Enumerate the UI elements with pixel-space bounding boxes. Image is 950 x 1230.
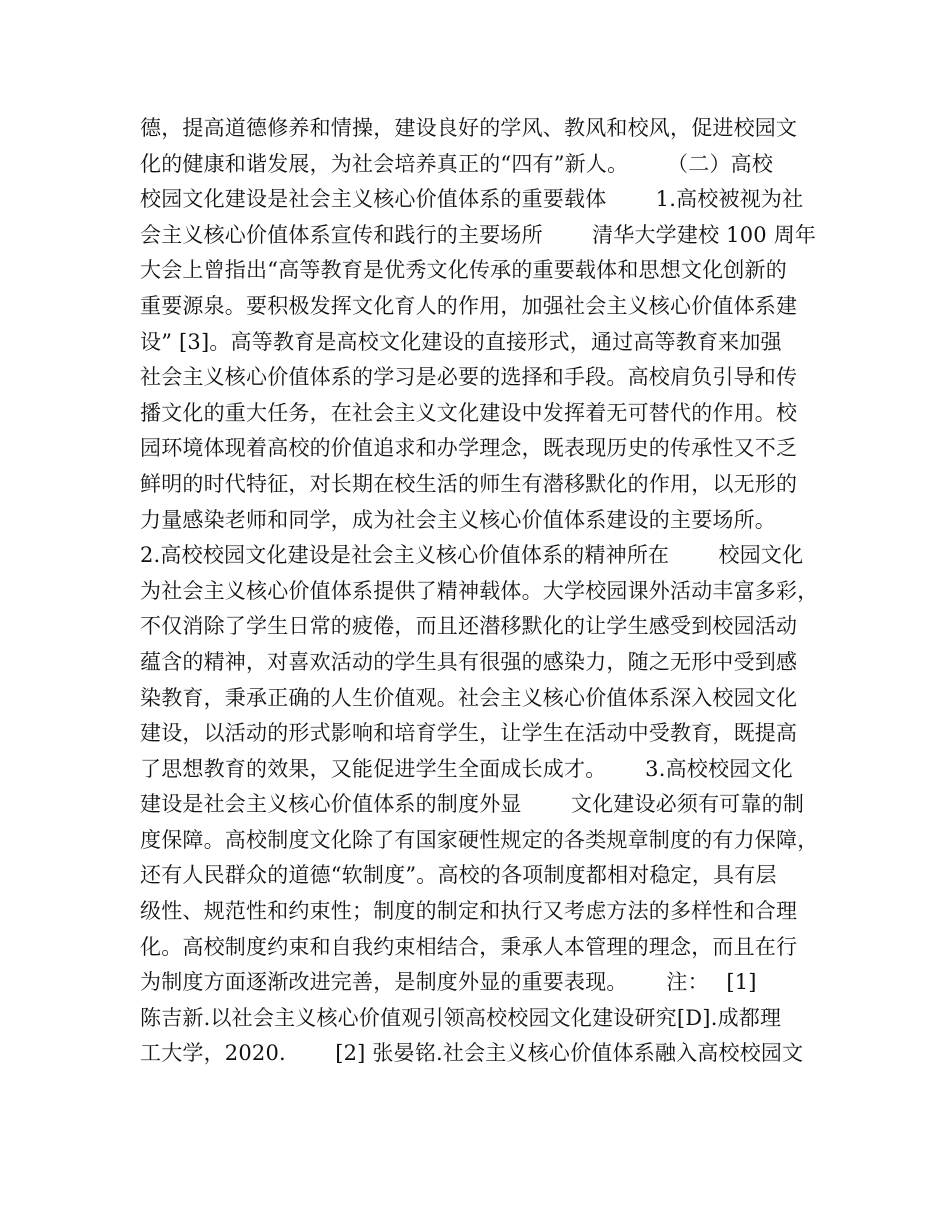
text-line: 工大学，2020. [2] 张晏铭.社会主义核心价值体系融入高校校园文 xyxy=(140,1041,804,1066)
text-line: 度保障。高校制度文化除了有国家硬性规定的各类规章制度的有力保障， xyxy=(140,827,819,852)
text-line: 建设，以活动的形式影响和培育学生，让学生在活动中受教育，既提高 xyxy=(140,721,798,746)
text-line: 校园文化建设是社会主义核心价值体系的重要载体 1.高校被视为社 xyxy=(140,187,804,212)
text-line: 级性、规范性和约束性；制度的制定和执行又考虑方法的多样性和合理 xyxy=(140,899,798,924)
text-line: 化。高校制度约束和自我约束相结合，秉承人本管理的理念，而且在行 xyxy=(140,934,798,959)
text-line: 化的健康和谐发展，为社会培养真正的“四有”新人。 （二）高校 xyxy=(140,151,774,176)
text-line: 为社会主义核心价值体系提供了精神载体。大学校园课外活动丰富多彩， xyxy=(140,578,819,603)
text-line: 会主义核心价值体系宣传和践行的主要场所 清华大学建校 100 周年 xyxy=(140,222,817,247)
text-line: 大会上曾指出“高等教育是优秀文化传承的重要载体和思想文化创新的 xyxy=(140,258,787,283)
text-line: 播文化的重大任务，在社会主义文化建设中发挥着无可替代的作用。校 xyxy=(140,400,798,425)
body-text xyxy=(140,111,830,1072)
text-line: 力量感染老师和同学，成为社会主义核心价值体系建设的主要场所。 xyxy=(140,507,776,532)
text-line: 不仅消除了学生日常的疲倦，而且还潜移默化的让学生感受到校园活动 xyxy=(140,614,798,639)
text-line: 设” [3]。高等教育是高校文化建设的直接形式，通过高等教育来加强 xyxy=(140,329,782,354)
text-line: 陈吉新.以社会主义核心价值观引领高校校园文化建设研究[D].成都理 xyxy=(140,1005,782,1030)
text-line: 染教育，秉承正确的人生价值观。社会主义核心价值体系深入校园文化 xyxy=(140,685,798,710)
text-line: 园环境体现着高校的价值追求和办学理念，既表现历史的传承性又不乏 xyxy=(140,436,798,461)
text-line: 德，提高道德修养和情操，建设良好的学风、教风和校风，促进校园文 xyxy=(140,116,798,140)
text-line: 了思想教育的效果，又能促进学生全面成长成才。 3.高校校园文化 xyxy=(140,756,793,781)
text-line: 社会主义核心价值体系的学习是必要的选择和手段。高校肩负引导和传 xyxy=(140,365,798,390)
text-line: 为制度方面逐渐改进完善，是制度外显的重要表现。 注： [1] xyxy=(140,970,757,995)
text-line: 重要源泉。要积极发挥文化育人的作用，加强社会主义核心价值体系建 xyxy=(140,293,798,318)
text-line: 建设是社会主义核心价值体系的制度外显 文化建设必须有可靠的制 xyxy=(140,792,805,817)
text-line: 蕴含的精神，对喜欢活动的学生具有很强的感染力，随之无形中受到感 xyxy=(140,649,798,674)
text-line: 2.高校校园文化建设是社会主义核心价值体系的精神所在 校园文化 xyxy=(140,543,804,568)
text-line: 鲜明的时代特征，对长期在校生活的师生有潜移默化的作用，以无形的 xyxy=(140,471,798,496)
text-line: 还有人民群众的道德“软制度”。高校的各项制度都相对稳定，具有层 xyxy=(140,863,777,888)
